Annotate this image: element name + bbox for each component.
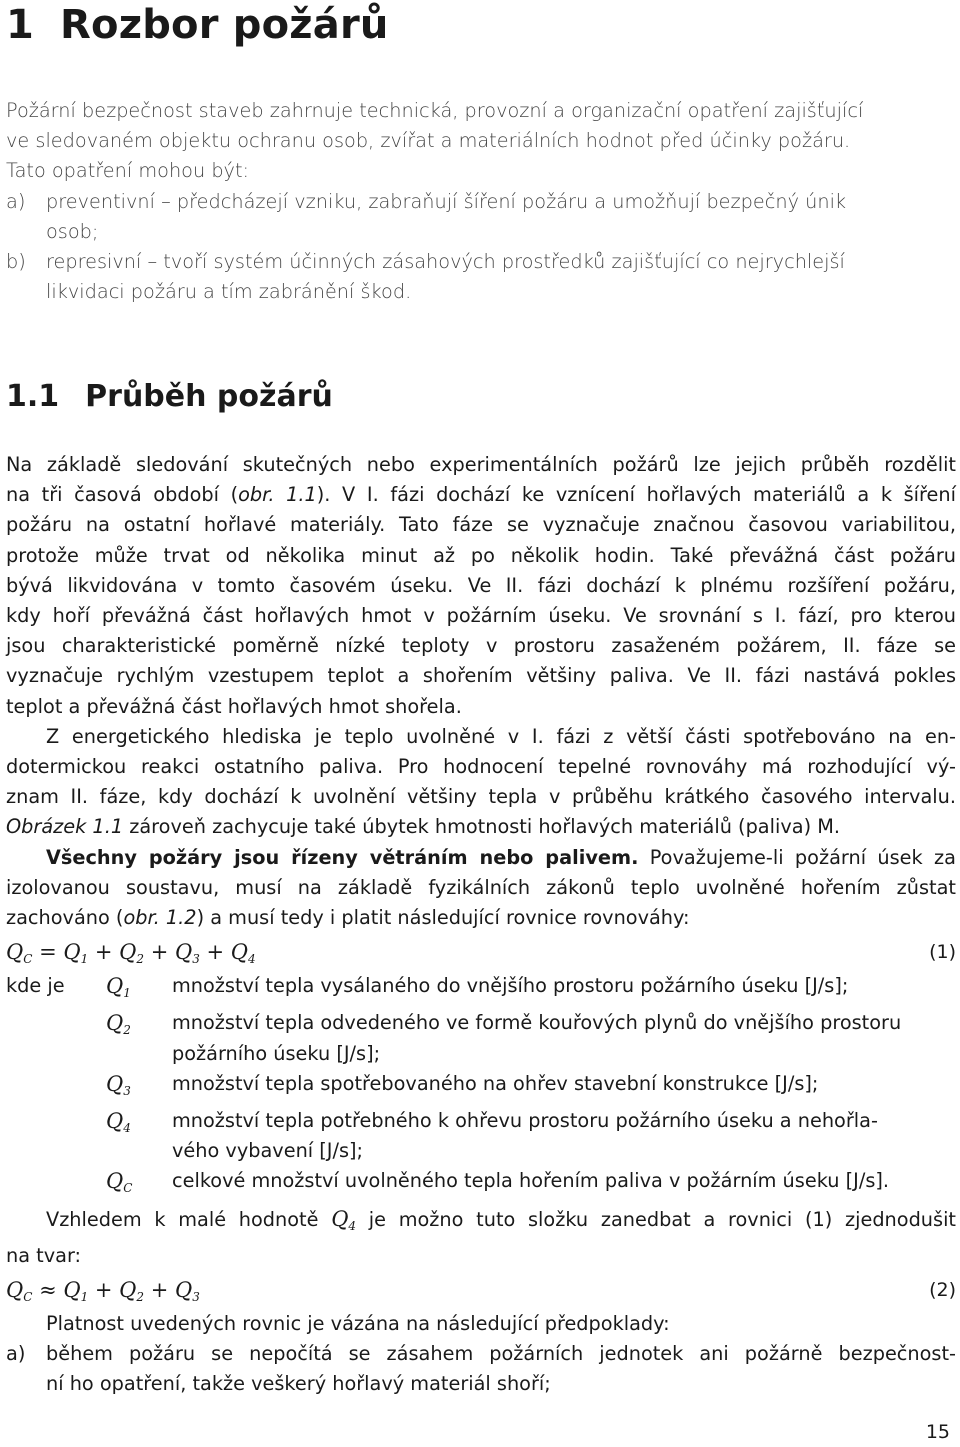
list-item: a) během požáru se nepočítá se zásahem požárních jednotek ani požárně bezpečnost- ní ho opatření, takže veškerý hořlavý materiál shoří; xyxy=(6,1342,956,1396)
equation-number: (1) xyxy=(929,941,956,964)
section-heading: 1.1 Průběh požárů xyxy=(6,379,333,414)
list-item: a) preventivní – předcházejí vzniku, zabraňují šíření požáru a umožňují bezpečný únik osob; xyxy=(6,189,847,243)
list-item: b) represivní – tvoří systém účinných zásahových prostředků zajišťující co nejrychlejší likvidaci požáru a tím zabránění škod. xyxy=(6,250,845,304)
definition-row: $Q_3$ množství tepla spotřebovaného na ohřev stavební konstrukce [J/s]; xyxy=(106,1071,819,1098)
equation-1: $Q_C = Q_1 + Q_2 + Q_3 + Q_4$ (1) xyxy=(6,933,956,971)
body-text: Na základě sledování skutečných nebo experimentálních požárů lze jejich průběh rozdělit na tři časová období (obr. 1.1). V I. fázi dochází ke vznícení hořlavých materiálů a k šíření požáru na ostatní hořlavé materiály. Tato fáze se vyznačuje značnou časovou variabilitou, protože může trvat od několika minut až po několik hodin. Také převážná část požáru bývá likvidována v tomto časovém úseku. Ve II. fázi dochází k plnému rozšíření požáru, kdy hoří převážná část hořlavých hmot v požárním úseku. Ve srovnání s I. fází, pro kterou jsou charakteristické poměrně nízké teploty v prostoru zasaženém požárem, II. fáze se vyznačuje rychlým vzestupem teplot a shořením většiny paliva. Ve II. fázi nastává pokles teplot a převážná část hořlavých hmot shořela. Z energetického hlediska je teplo uvolněné v I. fázi z větší části spotřebováno na en- dotermickou reakci ostatního paliva. Pro hodnocení tepelné rovnováhy má rozhodující vý- znam II. fáze, kdy dochází k uvolnění většiny tepla v průběhu krátkého časového intervalu. Obrázek 1.1 zároveň zachycuje také úbytek hmotnosti hořlavých materiálů (paliva) M. Všechny požáry jsou řízeny větráním nebo palivem. Považujeme-li požární úsek za izolovanou soustavu, musí na základě fyzikálních zákonů teplo uvolněné hořením zůstat zachováno (obr. 1.2) a musí tedy i platit následující rovnice rovnováhy: $Q_C = Q_1 + Q_2 + Q_3 + Q_4$ (1) kde je $Q_1$ množství tepla vysálaného do vnějšího prostoru požárního úseku [J/s]; $Q_2$ množství tepla odvedeného ve formě kouřových plynů do vnějšího prostoru požárního úseku [J/s]; $Q_3$ množství tepla spotřebovaného na ohřev stavební konstrukce [J/s]; $Q_4$ množství tepla potřebného k ohřevu prostoru požárního úseku a nehořla- vého vybavení [J/s]; $Q_C$ celkové množství uvolněného tepla hořením paliva v požárním úseku [J/s]. Vzhledem k malé hodnotě $Q_4$ je možno tuto složku zanedbat a rovnici (1) zjednodušit na tvar: $Q_C \approx Q_1 + Q_2 + Q_3$ (2) Platnost uvedených rovnic je vázána na následující předpoklady: a) během požáru se nepočítá se zásahem požárních jednotek ani požárně bezpečnost- ní ho opatření, takže veškerý hořlavý materiál shoří; xyxy=(6,450,956,1400)
definition-row: $Q_4$ množství tepla potřebného k ohřevu prostoru požárního úseku a nehořla- vého vybavení [J/s]; xyxy=(106,1109,878,1163)
chapter-heading: 1 Rozbor požárů xyxy=(6,2,389,48)
intro-line: Tato opatření mohou být: xyxy=(6,159,250,183)
intro-line: Požární bezpečnost staveb zahrnuje technická, provozní a organizační opatření zajišťující xyxy=(6,99,864,122)
intro-line: ve sledovaném objektu ochranu osob, zvířat a materiálních hodnot před účinky požáru. xyxy=(6,129,851,153)
definition-row: kde je $Q_1$ množství tepla vysálaného do vnějšího prostoru požárního úseku [J/s]; xyxy=(6,974,849,1001)
page-number: 15 xyxy=(925,1421,950,1443)
intro-section xyxy=(6,96,956,307)
symbol-definitions xyxy=(6,971,956,1203)
definition-row: $Q_2$ množství tepla odvedeného ve formě kouřových plynů do vnějšího prostoru požárního úseku [J/s]; xyxy=(106,1011,902,1065)
equation-2: $Q_C \approx Q_1 + Q_2 + Q_3$ (2) xyxy=(6,1271,956,1309)
definition-row: $Q_C$ celkové množství uvolněného tepla hořením paliva v požárním úseku [J/s]. xyxy=(106,1169,890,1196)
equation-number: (2) xyxy=(929,1279,956,1302)
